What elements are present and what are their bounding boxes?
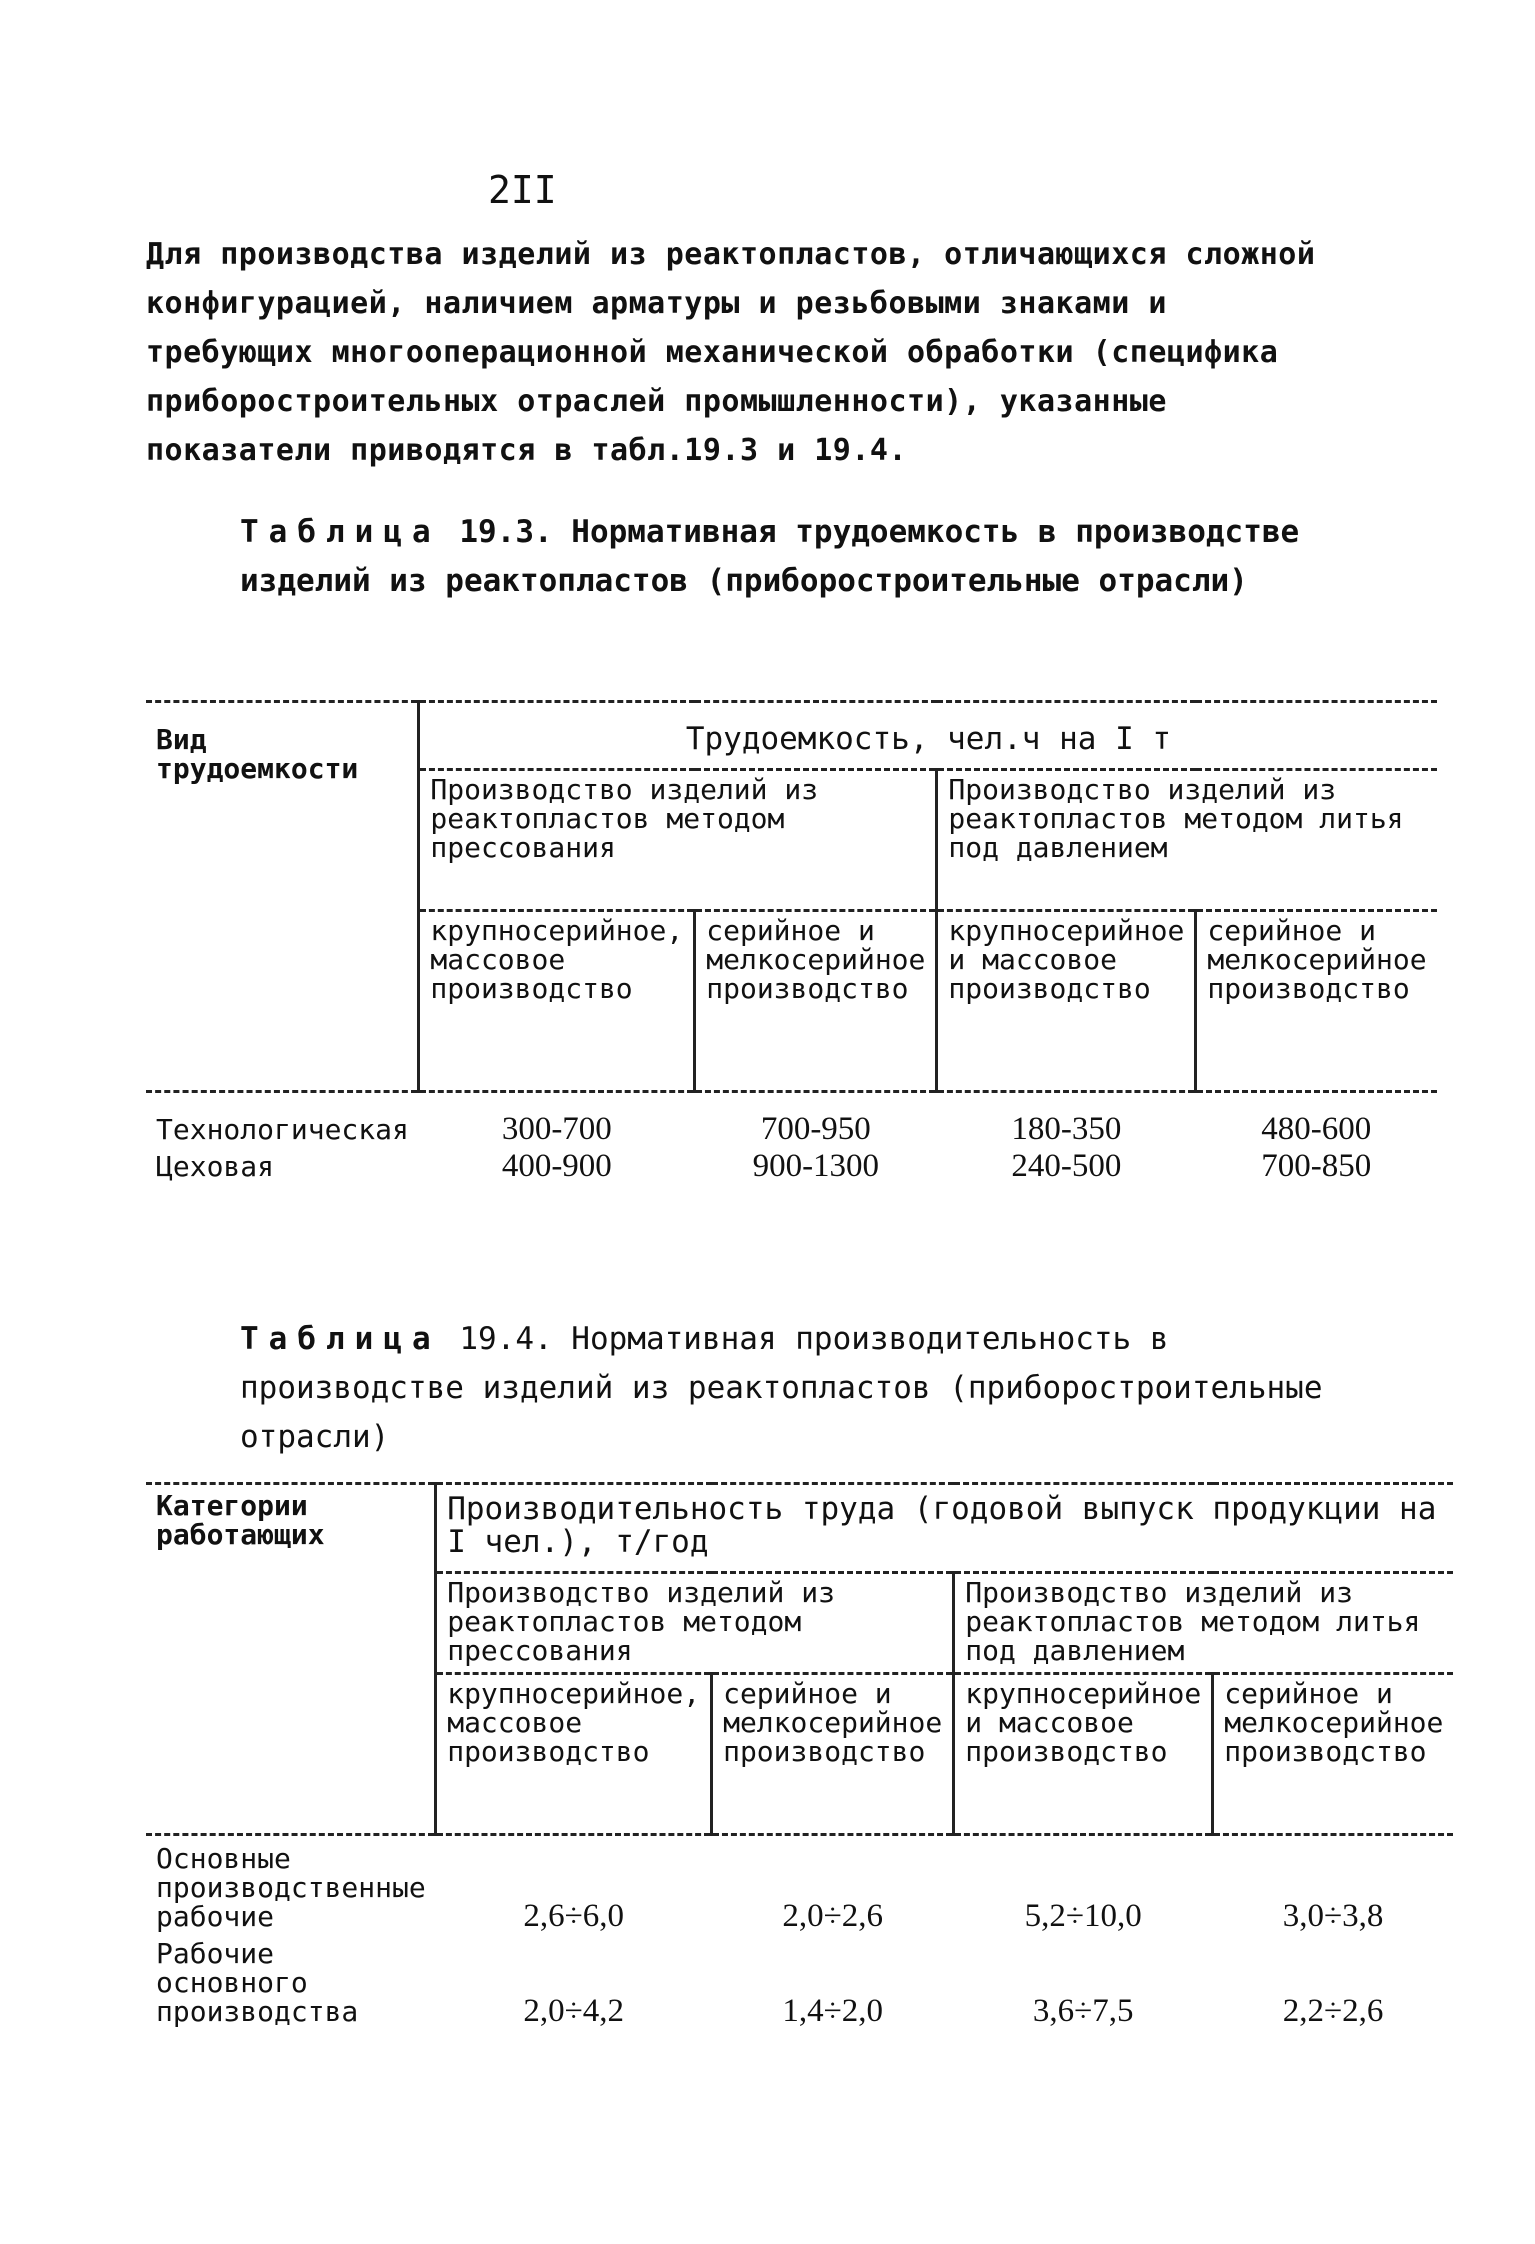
table1 [146, 700, 1437, 1185]
table1-sub-header: серийное и мелкосерийное производство [1196, 911, 1437, 1092]
table-row [146, 1935, 1453, 2030]
table1-sub-header: крупносерийное и массовое производство [937, 911, 1196, 1092]
page-number: 2II [488, 168, 557, 212]
table-cell: 3,0÷3,8 [1282, 1898, 1384, 1934]
table-row [146, 1835, 1453, 1936]
table-cell: 5,2÷10,0 [1024, 1898, 1142, 1934]
table2-group1-header: Производство изделий из реактопластов методом прессования [436, 1573, 954, 1674]
table1-row-label: Цеховая [156, 1150, 275, 1183]
table2-sub-header: серийное и мелкосерийное производство [1213, 1674, 1454, 1835]
table-row [146, 1148, 1437, 1185]
table-cell: 2,0÷2,6 [782, 1898, 883, 1934]
table1-caption-text: 19.3. Нормативная трудоемкость в производстве изделий из реактопластов (приборостроительные отрасли) [240, 514, 1300, 599]
table-cell: 400-900 [501, 1148, 612, 1184]
table-cell: 480-600 [1261, 1111, 1372, 1147]
table1-group2-header: Производство изделий из реактопластов методом литья под давлением [937, 770, 1437, 911]
table1-sub-header: серийное и мелкосерийное производство [695, 911, 937, 1092]
table1-row-label: Технологическая [156, 1113, 409, 1146]
intro-paragraph: Для производства изделий из реактопластов, отличающихся сложной конфигурацией, наличием арматуры и резьбовыми знаками и требующих многооперационной механической обработки (специфика приборостроительных отраслей промышленности), указанные показатели приводятся в табл.19.3 и 19.4. [146, 237, 1316, 468]
table1-caption-lead: Таблица [240, 514, 441, 550]
table-cell: 1,4÷2,0 [782, 1993, 883, 2029]
table2-span-header: Производительность труда (годовой выпуск продукции на I чел.), т/год [436, 1484, 1454, 1573]
table-cell: 700-950 [760, 1111, 871, 1147]
table2-row-header: Категории работающих [146, 1484, 436, 1835]
table-cell: 700-850 [1261, 1148, 1372, 1184]
table-cell: 2,2÷2,6 [1282, 1993, 1384, 2029]
table1-caption [240, 508, 1370, 606]
table-cell: 3,6÷7,5 [1032, 1993, 1134, 2029]
table-cell: 2,6÷6,0 [523, 1898, 624, 1934]
table-cell: 300-700 [501, 1111, 612, 1147]
table-cell: 900-1300 [752, 1148, 880, 1184]
table2 [146, 1482, 1453, 2030]
table2-caption-lead: Таблица [240, 1321, 441, 1357]
table2-sub-header: крупносерийное, массовое производство [436, 1674, 712, 1835]
table-cell: 2,0÷4,2 [523, 1993, 624, 2029]
table2-sub-header: крупносерийное и массовое производство [954, 1674, 1213, 1835]
table2-caption-text: 19.4. Нормативная производительность в производстве изделий из реактопластов (приборостроительные отрасли) [240, 1321, 1323, 1455]
table1-group1-header: Производство изделий из реактопластов методом прессования [419, 770, 937, 911]
table2-group2-header: Производство изделий из реактопластов методом литья под давлением [954, 1573, 1454, 1674]
table1-span-header: Трудоемкость, чел.ч на I т [419, 702, 1437, 770]
table-row [146, 1092, 1437, 1149]
table-cell: 180-350 [1011, 1111, 1122, 1147]
table1-row-header: Вид трудоемкости [146, 702, 419, 1092]
table1-sub-header: крупносерийное, массовое производство [419, 911, 695, 1092]
table-cell: 240-500 [1011, 1148, 1122, 1184]
table2-row-label: Основные производственные рабочие [156, 1842, 426, 1933]
table2-caption [240, 1315, 1370, 1462]
table2-row-label: Рабочие основного производства [156, 1937, 359, 2028]
table2-sub-header: серийное и мелкосерийное производство [712, 1674, 954, 1835]
